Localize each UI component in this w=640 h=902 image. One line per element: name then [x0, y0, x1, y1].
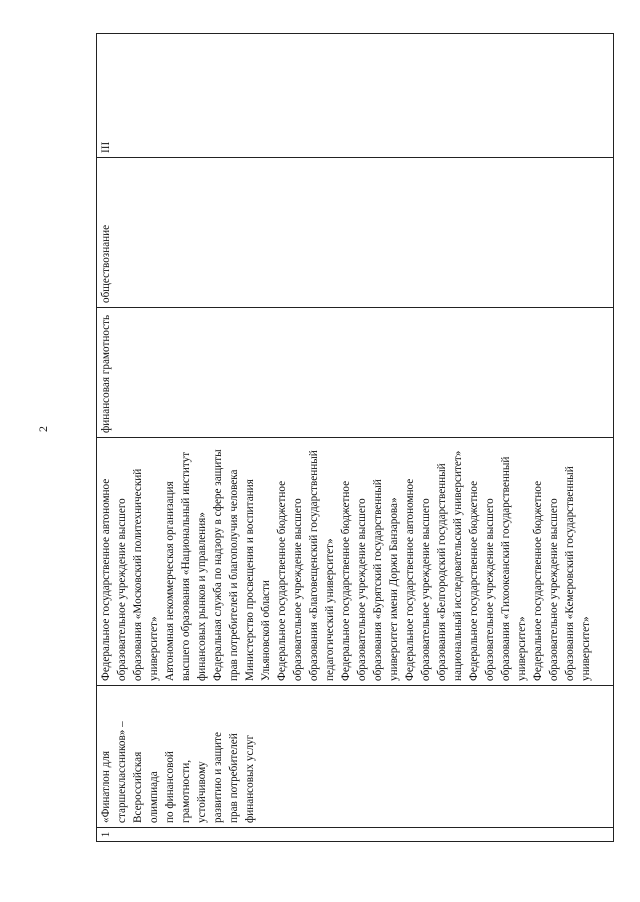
olympiad-name — [98, 690, 258, 823]
organizers-cell — [97, 438, 614, 686]
organizer-item: Министерство просвещения и воспитания Ульяновской области — [244, 479, 272, 681]
olympiad-name-line: грамотности, — [180, 759, 192, 823]
organizer-item: Федеральное государственное бюджетное образовательное учреждение высшего образования «Бурятский государственный университет имени Доржи Банзарова» — [340, 479, 400, 681]
organizer-item: Автономная некоммерческая организация высшего образования «Национальный институт финансовых рынков и управления» — [164, 451, 208, 681]
olympiad-name-line: прав потребителей — [228, 733, 240, 823]
olympiad-name-line: устойчивому — [196, 761, 208, 823]
organizers-list — [98, 442, 594, 681]
organizer-item: Федеральное государственное автономное образовательное учреждение высшего образования «Московский политехнический университет» — [100, 468, 160, 681]
row-number-cell: 1 — [97, 828, 614, 842]
page-number: 2 — [36, 426, 50, 432]
organizer-item: Федеральное государственное бюджетное образовательное учреждение высшего образования «Благовещенский государственный педагогический университет» — [276, 450, 336, 681]
olympiad-name-line: развитию и защите — [212, 732, 224, 823]
rotated-table-wrapper — [96, 34, 614, 842]
organizer-item: Федеральное государственное бюджетное образовательное учреждение высшего образования «Кемеровский государственный университет» — [532, 466, 592, 681]
organizer-item: Федеральное государственное бюджетное образовательное учреждение высшего образования «Тихоокеанский государственный университет» — [468, 456, 528, 681]
olympiad-name-line: олимпиада — [148, 771, 160, 823]
level-cell: III — [97, 34, 614, 158]
organizer-item: Федеральное государственное автономное образовательное учреждение высшего образования «Белгородский государственный национальный исследовательский университет» — [404, 450, 464, 681]
olympiad-name-line: финансовых услуг — [244, 734, 256, 823]
olympiad-table — [96, 33, 614, 842]
olympiad-name-line: «Финатлон для — [100, 750, 112, 823]
olympiad-name-line: по финансовой — [164, 751, 176, 823]
subject-cell: обществознание — [97, 158, 614, 308]
organizer-item: Федеральная служба по надзору в сфере защиты прав потребителей и благополучия человека — [212, 449, 240, 681]
olympiad-name-cell — [97, 686, 614, 828]
table-row — [97, 34, 614, 842]
olympiad-name-line: старшеклассников» – — [116, 721, 128, 823]
profile-cell: финансовая грамотность — [97, 308, 614, 438]
olympiad-name-line: Всероссийская — [132, 751, 144, 823]
